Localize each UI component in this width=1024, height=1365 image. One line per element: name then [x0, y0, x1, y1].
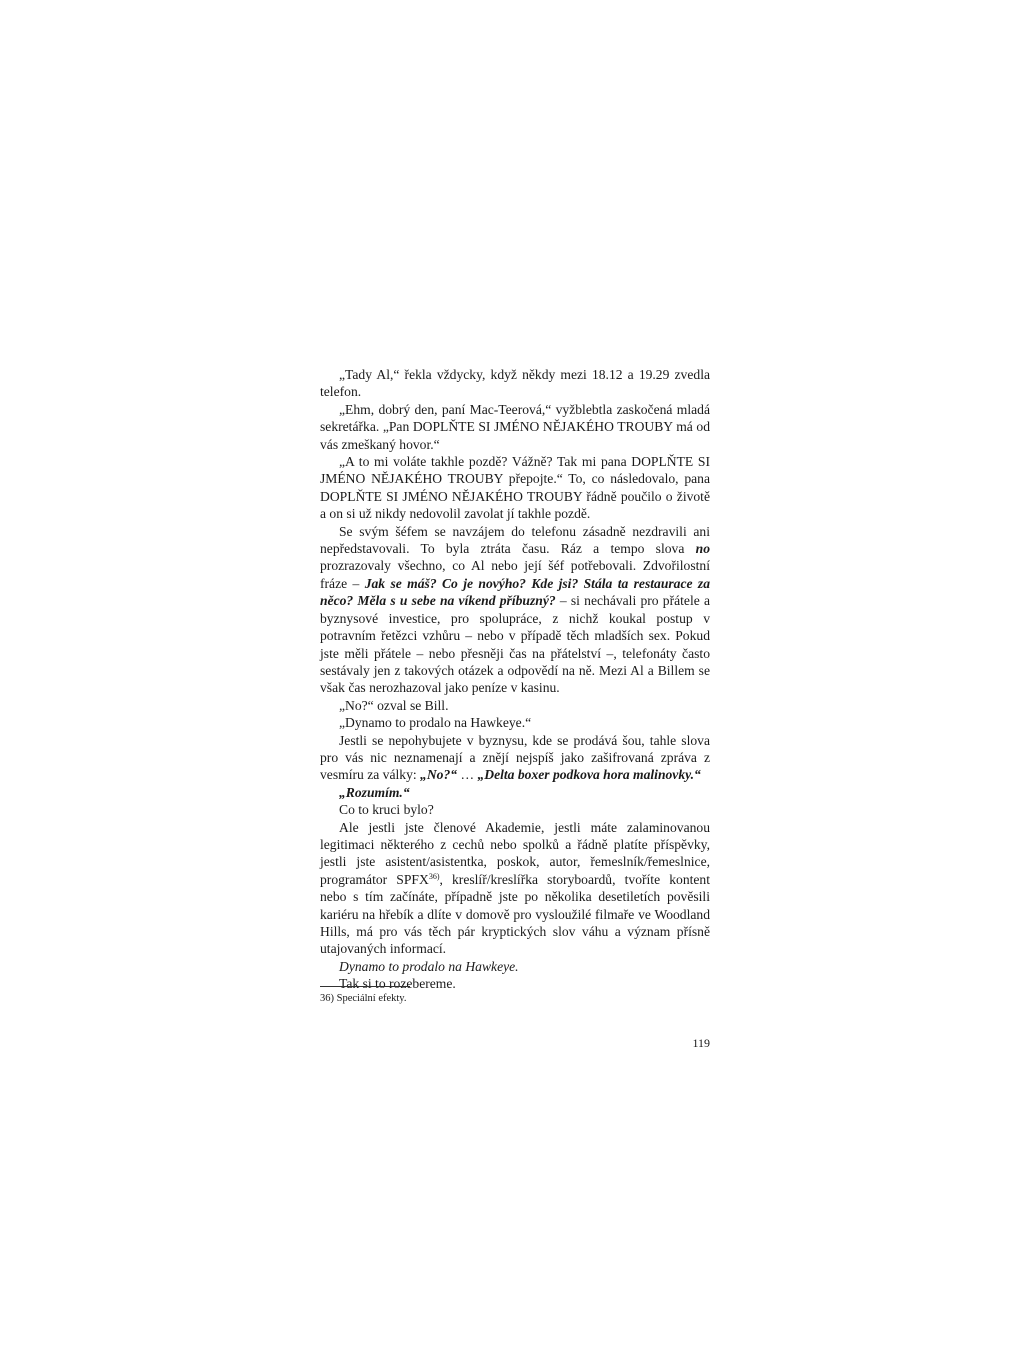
body-text: [320, 366, 710, 993]
text-segment: …: [457, 767, 478, 783]
text-segment: Se svým šéfem se navzájem do telefonu zásadně nezdravili ani nepředstavovali. To byla ztráta času. Ráz a tempo slova: [320, 523, 710, 557]
paragraph: [320, 784, 710, 801]
emphasis-text: no: [695, 541, 710, 557]
paragraph: [320, 697, 710, 714]
footnote-marker: 36): [428, 871, 440, 881]
emphasis-text: Jak se máš? Co je novýho? Kde jsi? Stála ta restaurace za něco? Měla s u sebe na víkend příbuzný?: [320, 575, 711, 609]
text-segment: , kreslíř/kreslířka storyboardů, tvoříte kontent nebo s tím začínáte, případně jste po několika desetiletích pověsili kariéru na hřebík a dlíte v domově pro vysloužilé filmaře ve Woodland Hills, má pro vás těch pár kryptických slov váhu a význam přísně utajovaných informací.: [320, 871, 710, 957]
emphasis-text: „No?“: [420, 767, 458, 783]
text-segment: „Dynamo to prodalo na Hawkeye.“: [339, 715, 532, 731]
italic-text: Dynamo to prodalo na Hawkeye.: [339, 958, 519, 974]
text-segment: „Tady Al,“ řekla vždycky, když někdy mezi 18.12 a 19.29 zvedla telefon.: [320, 367, 710, 400]
footnote-divider: [320, 986, 410, 987]
text-segment: „A to mi voláte takhle pozdě? Vážně? Tak mi pana DOPLŇTE SI JMÉNO NĚJAKÉHO TROUBY přepojte.“ To, co následovalo, pana DOPLŇTE SI JMÉNO NĚJAKÉHO TROUBY řádně poučilo o životě a on si už nikdy nedovolil zavolat jí takhle pozdě.: [320, 454, 710, 522]
text-segment: Tak si to rozebereme.: [339, 976, 456, 992]
emphasis-text: „Delta boxer podkova hora malinovky.“: [477, 767, 701, 783]
text-segment: „Ehm, dobrý den, paní Mac-Teerová,“ vyžblebtla zaskočená mladá sekretářka. „Pan DOPLŇTE SI JMÉNO NĚJAKÉHO TROUBY má od vás zmeškaný hovor.“: [320, 401, 710, 452]
paragraph: [320, 732, 710, 784]
text-segment: prozrazovaly všechno, co Al nebo její šéf potřebovali. Zdvořilostní fráze –: [320, 558, 710, 591]
text-segment: Co to kruci bylo?: [339, 802, 434, 818]
paragraph: [320, 714, 710, 731]
paragraph: [320, 401, 710, 453]
text-segment: Jestli se nepohybujete v byznysu, kde se prodává šou, tahle slova pro vás nic neznamenají a znějí nejspíš jako zašifrovaná zpráva z vesmíru za války:: [320, 732, 710, 783]
paragraph: [320, 975, 710, 992]
emphasis-text: „Rozumím.“: [339, 784, 410, 800]
paragraph: [320, 366, 710, 401]
text-segment: „No?“ ozval se Bill.: [339, 697, 449, 713]
text-segment: Ale jestli jste členové Akademie, jestli máte zalaminovanou legitimaci některého z cechů nebo spolků a řádně platíte příspěvky, jestli jste asistent/asistentka, poskok, autor, řemeslník/řemeslnice, programátor SPFX: [320, 819, 710, 887]
paragraph: [320, 523, 710, 697]
footnote: 36) Speciální efekty.: [320, 993, 407, 1004]
text-segment: – si nechávali pro přátele a byznysové investice, pro spolupráce, z nichž koukal postup v potravním řetězci vzhůru – nebo v případě těch mladších sex. Pokud jste měli přátele – nebo přesněji čas na přátelství –, telefonáty často sestávaly jen z takových otázek a odpovědí na ně. Mezi Al a Billem se však čas nerozhazoval jako peníze v kasinu.: [320, 593, 710, 696]
paragraph: [320, 958, 710, 975]
paragraph: [320, 819, 710, 958]
paragraph: [320, 801, 710, 818]
paragraph: [320, 453, 710, 523]
page-number: 119: [692, 1036, 710, 1050]
